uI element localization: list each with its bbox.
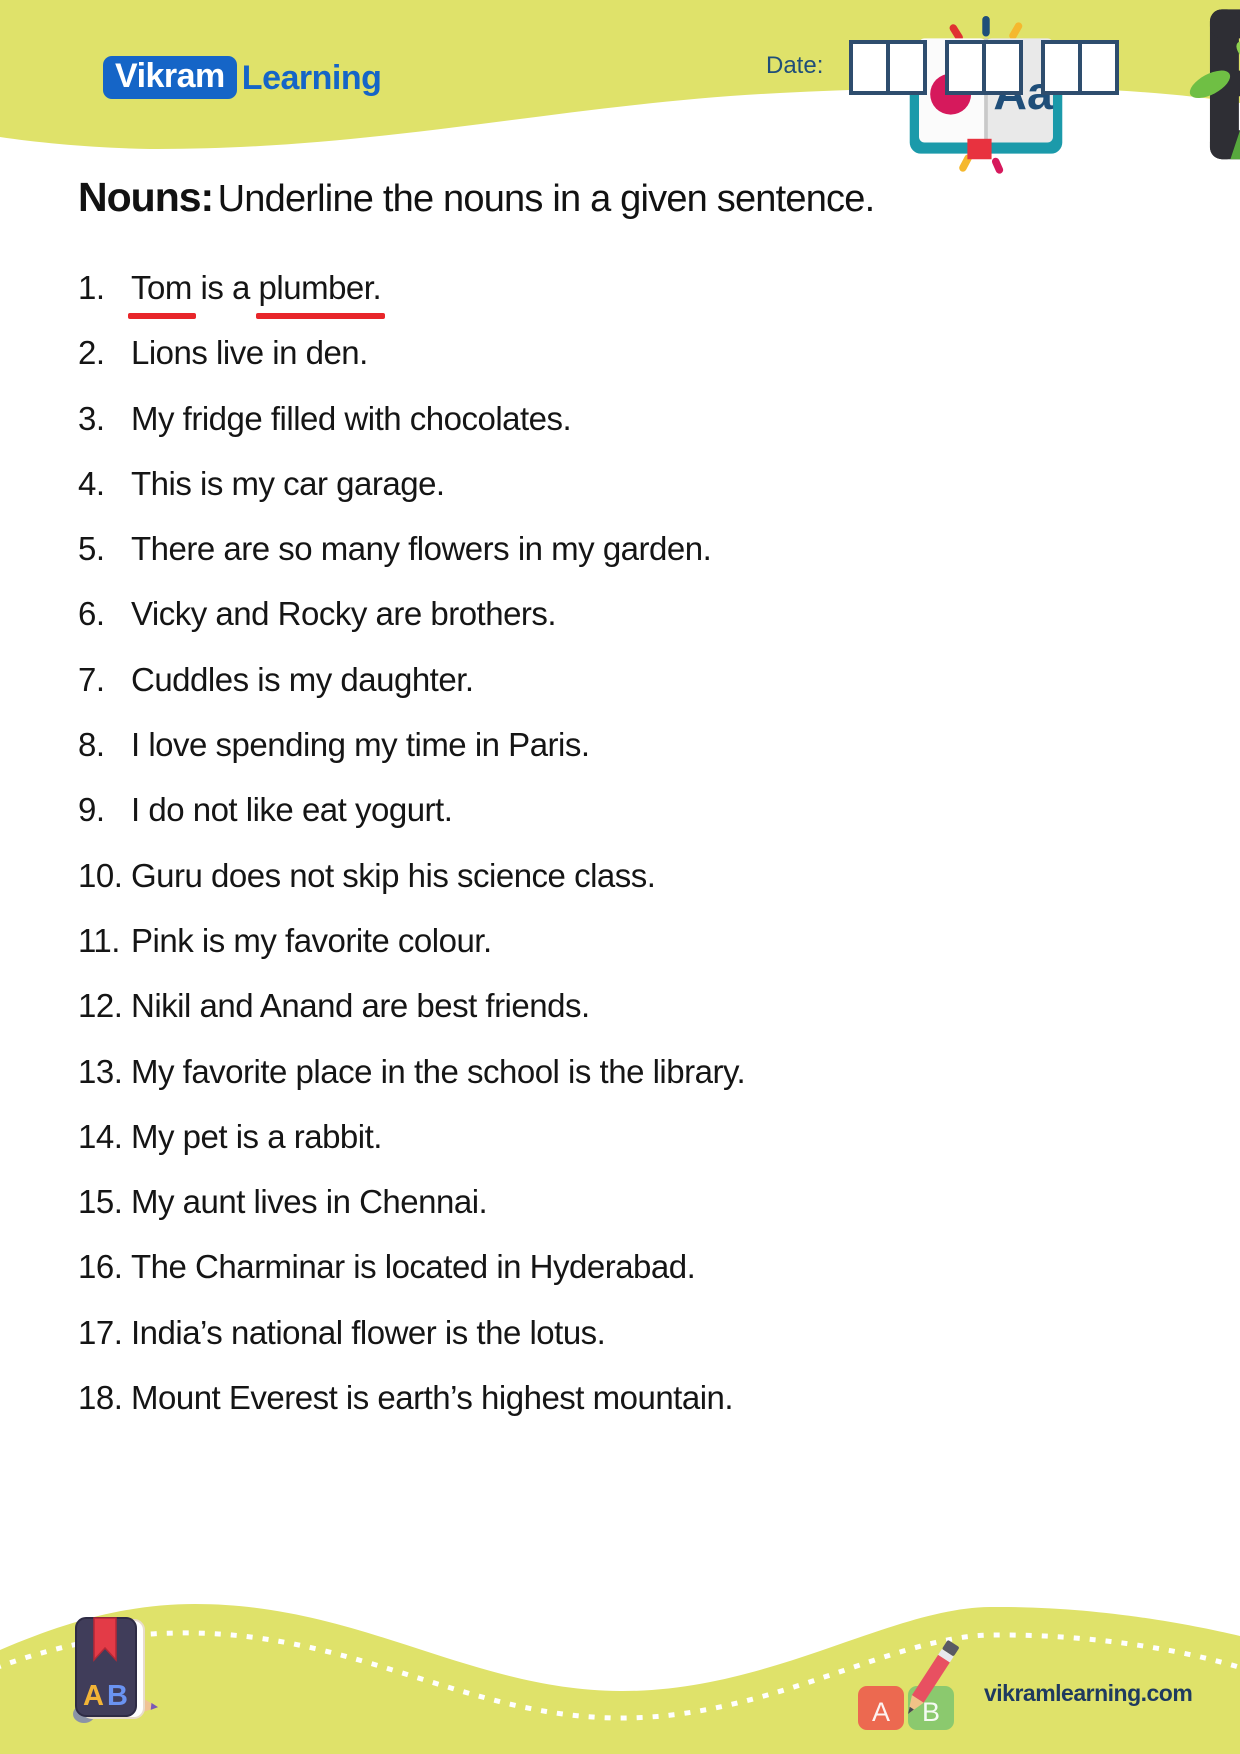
list-item — [78, 1118, 1178, 1183]
item-number: 1. — [78, 269, 105, 306]
date-box[interactable] — [945, 40, 986, 95]
list-item — [78, 1053, 1178, 1118]
date-box[interactable] — [982, 40, 1023, 95]
list-item — [78, 987, 1178, 1052]
list-item — [78, 661, 1178, 726]
worksheet-title — [78, 174, 1178, 221]
item-number: 5. — [78, 530, 105, 568]
item-sentence: India’s national flower is the lotus. — [131, 1313, 606, 1351]
item-sentence: Mount Everest is earth’s highest mountain. — [131, 1379, 734, 1417]
brand-logo-primary: Vikram — [103, 56, 237, 99]
item-number: 10. — [78, 856, 123, 894]
list-item — [78, 334, 1178, 399]
svg-text:A: A — [871, 1697, 891, 1727]
item-number: 8. — [78, 726, 105, 764]
title-label: Nouns: — [78, 174, 214, 220]
sentence-list — [78, 269, 1178, 1444]
title-instruction: Underline the nouns in a given sentence. — [217, 178, 875, 220]
list-item — [78, 791, 1178, 856]
item-sentence: The Charminar is located in Hyderabad. — [131, 1248, 696, 1286]
item-number: 6. — [78, 595, 105, 633]
list-item — [78, 1379, 1178, 1444]
item-number: 3. — [78, 399, 105, 437]
date-pair-month — [945, 40, 1023, 95]
date-label: Date: — [766, 52, 824, 79]
website-text: vikramlearning.com — [984, 1680, 1193, 1706]
header-band — [0, 0, 1240, 160]
item-number: 4. — [78, 464, 105, 502]
svg-text:B: B — [921, 1697, 941, 1727]
svg-text:B: B — [107, 1680, 128, 1712]
item-sentence: This is my car garage. — [131, 464, 445, 502]
list-item — [78, 269, 1178, 334]
list-item — [78, 1183, 1178, 1248]
item-number: 16. — [78, 1248, 123, 1286]
item-sentence: My favorite place in the school is the library. — [131, 1052, 746, 1090]
footer-wave-shape — [0, 1584, 1240, 1754]
item-number: 2. — [78, 334, 105, 372]
underlined-noun: Tom — [131, 269, 192, 306]
item-sentence: I do not like eat yogurt. — [131, 791, 453, 829]
list-item — [78, 1248, 1178, 1313]
item-sentence: My pet is a rabbit. — [131, 1117, 382, 1155]
item-number: 18. — [78, 1379, 123, 1417]
brand-logo — [103, 56, 381, 99]
date-box[interactable] — [1041, 40, 1082, 95]
item-number: 7. — [78, 660, 105, 698]
date-boxes — [849, 40, 1119, 95]
list-item — [78, 1314, 1178, 1379]
item-sentence: I love spending my time in Paris. — [131, 726, 590, 764]
item-sentence: Guru does not skip his science class. — [131, 856, 656, 894]
item-sentence: Nikil and Anand are best friends. — [131, 987, 590, 1025]
item-sentence: Lions live in den. — [131, 334, 368, 372]
item-sentence: My aunt lives in Chennai. — [131, 1183, 488, 1221]
item-sentence: Cuddles is my daughter. — [131, 660, 474, 698]
item-number: 9. — [78, 791, 105, 829]
list-item — [78, 857, 1178, 922]
date-pair-year — [1041, 40, 1119, 95]
item-number: 17. — [78, 1313, 123, 1351]
date-box[interactable] — [849, 40, 890, 95]
item-number: 14. — [78, 1117, 123, 1155]
item-sentence: Vicky and Rocky are brothers. — [131, 595, 557, 633]
list-item — [78, 530, 1178, 595]
item-number: 12. — [78, 987, 123, 1025]
date-section — [766, 40, 1119, 95]
list-item — [78, 465, 1178, 530]
brand-logo-secondary: Learning — [241, 58, 382, 97]
svg-text:A: A — [83, 1680, 104, 1712]
ab-blocks-pencil-icon — [856, 1624, 970, 1737]
item-number: 13. — [78, 1052, 123, 1090]
date-box[interactable] — [886, 40, 927, 95]
date-box[interactable] — [1078, 40, 1119, 95]
item-sentence: Pink is my favorite colour. — [131, 921, 492, 959]
item-sentence: Tom is a plumber. — [131, 269, 382, 306]
list-item — [78, 726, 1178, 791]
item-sentence: There are so many flowers in my garden. — [131, 530, 712, 568]
underlined-noun: plumber. — [258, 269, 382, 306]
ab-book-pencil-icon — [68, 1612, 172, 1735]
list-item — [78, 400, 1178, 465]
list-item — [78, 595, 1178, 660]
footer-band — [0, 1584, 1240, 1754]
item-sentence: My fridge filled with chocolates. — [131, 399, 572, 437]
list-item — [78, 922, 1178, 987]
date-pair-day — [849, 40, 927, 95]
item-number: 11. — [78, 921, 120, 959]
item-number: 15. — [78, 1183, 123, 1221]
worksheet-content — [78, 174, 1178, 1444]
